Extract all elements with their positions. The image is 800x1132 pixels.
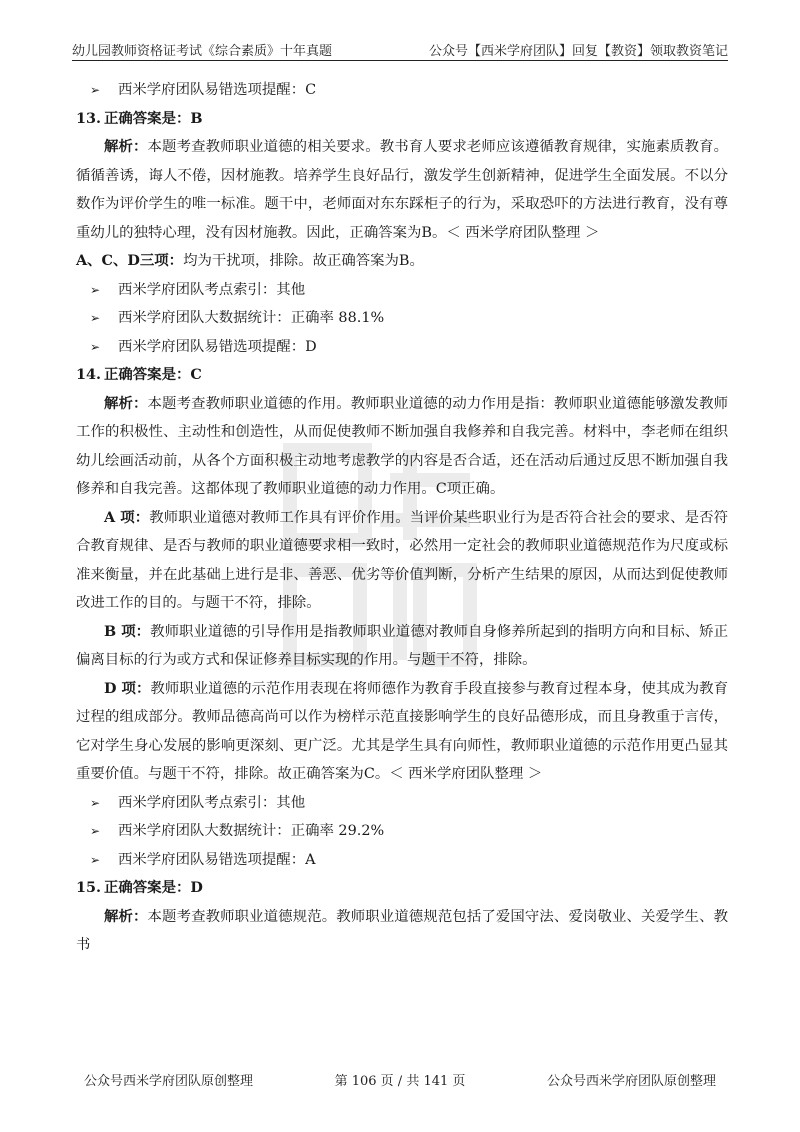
arrow-bullet-icon: ➢ bbox=[90, 795, 101, 810]
arrow-bullet-icon: ➢ bbox=[90, 83, 101, 97]
arrow-bullet-icon: ➢ bbox=[90, 339, 101, 354]
header-title: 幼儿园教师资格证考试《综合素质》十年真题 bbox=[72, 44, 333, 59]
question-14-option-b: B 项：教师职业道德的引导作用是指教师职业道德对教师自身修养所起到的指明方向和目标、矫正偏离目标的行为或方式和保证修养目标实现的作用。与题干不符，排除。 bbox=[76, 622, 728, 668]
arrow-bullet-icon: ➢ bbox=[90, 824, 101, 838]
page-header bbox=[72, 38, 728, 61]
question-15-analysis: 解析：本题考查教师职业道德规范。教师职业道德规范包括了爱国守法、爱岗敬业、关爱学生、教书 bbox=[76, 907, 728, 953]
question-14-answer: 14. 正确答案是：C bbox=[76, 366, 202, 383]
question-13-analysis: 解析：本题考查教师职业道德的相关要求。教书育人要求老师应该遵循教育规律，实施素质教育。循循善诱，诲人不倦，因材施教。培养学生良好品行，激发学生创新精神，促进学生全面发展。不以分数作为评价学生的唯一标准。题干中，老师面对东东踩柜子的行为，采取恐吓的方法进行教育，没有尊重幼儿的独特心理，没有因材施教。因此，正确答案为B。＜ 西米学府团队整理 ＞ bbox=[76, 138, 728, 241]
question-15-answer: 15. 正确答案是：D bbox=[76, 879, 203, 896]
question-14-option-a: A 项：教师职业道德对教师工作具有评价作用。当评价某些职业行为是否符合社会的要求、是否符合教育规律、是否与教师的职业道德要求相一致时，必然用一定社会的教师职业道德规范作为尺度或标准来衡量，并在此基础上进行是非、善恶、优劣等价值判断，分析产生结果的原因，从而达到促使教师改进工作的目的。与题干不符，排除。 bbox=[76, 508, 728, 611]
list-item: ➢ 西米学府团队大数据统计：正确率 88.1% bbox=[76, 304, 728, 333]
question-14-analysis: 解析：本题考查教师职业道德的作用。教师职业道德的动力作用是指：教师职业道德能够激发教师工作的积极性、主动性和创造性，从而促使教师不断加强自我修养和自我完善。材料中，李老师在组织幼儿绘画活动前，从各个方面积极主动地考虑教学的内容是否合适，还在活动后通过反思不断加强自我修养和自我完善。这都体现了教师职业道德的动力作用。C项正确。 bbox=[76, 394, 728, 497]
arrow-bullet-icon: ➢ bbox=[90, 311, 101, 325]
header-promo: 公众号【西米学府团队】回复【教资】领取教资笔记 bbox=[428, 44, 728, 59]
document-body bbox=[76, 76, 728, 960]
list-item: ➢ 西米学府团队易错选项提醒：D bbox=[76, 333, 728, 362]
footer-right: 公众号西米学府团队原创整理 bbox=[546, 1074, 716, 1089]
list-item: ➢ 西米学府团队易错选项提醒：C bbox=[76, 76, 728, 105]
arrow-bullet-icon: ➢ bbox=[90, 282, 101, 297]
question-13-answer: 13. 正确答案是：B bbox=[76, 109, 203, 127]
list-item: ➢ 西米学府团队考点索引：其他 bbox=[76, 789, 728, 818]
list-item: ➢ 西米学府团队易错选项提醒：A bbox=[76, 846, 728, 875]
question-13-options: A、C、D三项：均为干扰项，排除。故正确答案为B。 bbox=[76, 252, 424, 269]
page-number: 第 106 页 / 共 141 页 bbox=[334, 1074, 466, 1089]
arrow-bullet-icon: ➢ bbox=[90, 852, 101, 867]
list-item: ➢ 西米学府团队大数据统计：正确率 29.2% bbox=[76, 817, 728, 846]
question-14-option-d: D 项：教师职业道德的示范作用表现在将师德作为教育手段直接参与教育过程本身，使其成为教育过程的组成部分。教师品德高尚可以作为榜样示范直接影响学生的良好品德形成，而且身教重于言传，它对学生身心发展的影响更深刻、更广泛。尤其是学生具有向师性，教师职业道德的示范作用更凸显其重要价值。与题干不符，排除。故正确答案为C。＜ 西米学府团队整理 ＞ bbox=[76, 679, 728, 782]
footer-left: 公众号西米学府团队原创整理 bbox=[84, 1074, 254, 1089]
list-item: ➢ 西米学府团队考点索引：其他 bbox=[76, 276, 728, 305]
